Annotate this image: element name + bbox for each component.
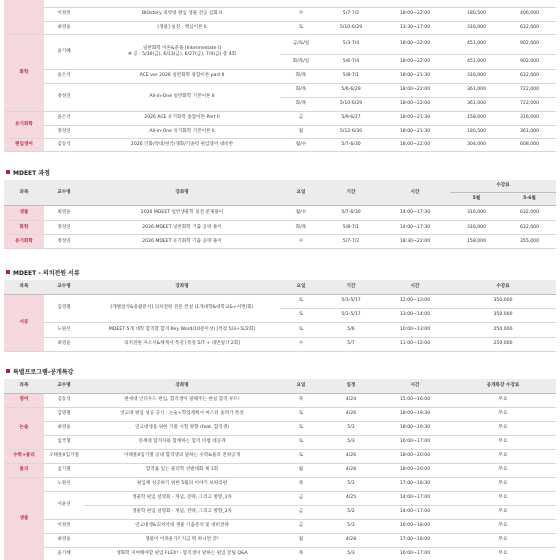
table-row: 윤기혜 생화학 지여해야할 편입 FLEX! - 합격생이 말하는 편입 꿀팁 Q&A 목 5/3 16:00~17:00 무료 bbox=[4, 547, 556, 560]
table-row: 수학+물리 오태훈X임기철 이태훈X임기철 공대 합격생의 말하는 수학&물리 전략공개 토 4/26 18:00~20:00 무료 bbox=[4, 449, 556, 463]
table-row: 노원선 MDEET 5개 대학 합격할 합격 Key Word(10분이상) [특강 5/3+토/2회] 토 5/6 10:00~13:00 250,000 bbox=[4, 322, 556, 337]
table-row: 화/목 5/10-6/29 18:00~22:00 361,000 722,000 bbox=[4, 97, 556, 111]
table-row: 최영윤 생물이 어려운가? 지금 뭐 하니면 끝! 월 4/28 17:00~18:00 무료 bbox=[4, 533, 556, 547]
subject-cell bbox=[4, 0, 44, 34]
table-row: 물리 임기철 합격률 있는 물리학 선발대화 제 1회 월 4/28 18:00~20:00 무료 bbox=[4, 463, 556, 477]
section-title: 특별프로그램-공개특강 bbox=[6, 363, 556, 379]
bullet-square-icon bbox=[6, 170, 10, 174]
table-row: 서류 김영철 [개별첨삭&총괄분석] 의치전원 전문 컨설 (1개대학&대학교&+서면/회) 토 5/3-5/17 12:00~13:00 350,000 bbox=[4, 294, 556, 308]
section-title: MDEET - 의치전원 서류 bbox=[6, 264, 556, 280]
table-row: 토 5/3-5/17 13:00~14:00 350,000 bbox=[4, 308, 556, 322]
table-row: 윤은석 ACE ver 2026 일반화학 종합이론 part II 화/목 5/8-7/1 18:00~21:30 316,000 632,000 bbox=[4, 69, 556, 83]
table-row: 유기화학 윤은석 2026 ACE 유기화학 종합이론 Part II 금 5/9-6/27 18:00~21:30 158,000 316,000 bbox=[4, 111, 556, 125]
bullet-square-icon bbox=[6, 270, 10, 274]
table-header-row: 과목 교수명 강좌명 요일 기간 시간 수강료 bbox=[4, 280, 556, 294]
table-header-row: 과목 교수명 강좌명 요일 기간 시간 수강료 bbox=[4, 180, 556, 193]
mdeet-section bbox=[0, 164, 556, 249]
table-row: 생물 최영윤 2026 MDEET 일반생물학 실전 문제풀이 월/수 5/7-6/30 14:00~17:30 316,000 632,000 bbox=[4, 206, 556, 221]
top-table-block bbox=[0, 0, 556, 152]
table-row: 정성연 All-in-One 유기화학 기본이론 II 월 5/12-6/30 18:00~21:30 180,500 361,000 bbox=[4, 125, 556, 138]
table-row: 생물 노원선 편입체 성공하기 위한 5월의 이야기 보따리편 목 5/3 17:00~18:30 무료 bbox=[4, 477, 556, 491]
mdeet-table bbox=[4, 180, 556, 249]
table-row: 화학 윤기혜 일반화학 이론&문풀 [Intermediate I] ※ 공 : 5/30(금), 6/13(금), 6/27(금), 7/4(금) 총 4회 금/토/일 5/3-7/4 18:00~22:00 451,000 902,000 bbox=[4, 34, 556, 54]
documents-table bbox=[4, 280, 556, 352]
table-row: 서윤선 생물학 편입 설명회 - 개념, 전략, 그리고 방향_1차 금 4/25 14:00~17:00 무료 bbox=[4, 491, 556, 505]
table-row bbox=[4, 0, 556, 7]
top-course-table bbox=[4, 0, 556, 152]
table-header-row: 5월 5-6월 bbox=[4, 193, 556, 206]
subject-cell: 유기화학 bbox=[4, 111, 44, 138]
special-program-section bbox=[0, 363, 556, 560]
table-row: 생물학 편입 설명회 - 개념, 전략, 그리고 방향_2차 금 5/2 14:00~17:00 무료 bbox=[4, 505, 556, 519]
table-row: 최영윤 [생물] 실전 - 핵심이론 II 토 5/10-6/29 13:30~17:00 316,000 632,000 bbox=[4, 21, 556, 34]
table-row: 유기화학 정성연 2026 MDEET 유기화학 기출 공략 풀이 수 5/7-7/2 18:30~22:00 158,000 355,000 bbox=[4, 235, 556, 249]
table-row: 임국형 연세대 합격자와 함께하는 합격 비법 대공개 토 5/3 16:00~17:00 무료 bbox=[4, 435, 556, 449]
table-row: 편입영어 김동석 2026 인화/약대/천국/생화/기졸력 편입영어 대비반 월/수 5/7-6/30 18:00~22:00 304,000 608,000 bbox=[4, 138, 556, 151]
table-row: 최영윤 연고대생을 위한 기말 시험 방향 (feat. 합격생) 토 5/3 18:00~19:30 무료 bbox=[4, 421, 556, 435]
special-program-table bbox=[4, 379, 556, 560]
table-row: 이정빈 BIOstory 의약대 편입 생물 전공 심화 II 수 5/7-7/2 18:00~22:00 180,500 406,000 bbox=[4, 7, 556, 21]
table-row: 논술 김명철 연고대 편입 성공 공식 : 논술+학업계획서 마스터 올려가 특강 토 4/26 18:00~19:30 무료 bbox=[4, 407, 556, 421]
bullet-square-icon bbox=[6, 369, 10, 373]
table-row: 영어 김동석 편세대 인더우드 편입, 합격생이 말해주는 현실 합격 루트! 목 4/24 15:00~16:00 무료 bbox=[4, 393, 556, 407]
subject-cell: 화학 bbox=[4, 34, 44, 111]
section-title: MDEET 과정 bbox=[6, 164, 556, 180]
table-header-row: 과목 교수명 강좌명 요일 일정 시간 공개특강 수강료 bbox=[4, 379, 556, 393]
table-row: 최영윤 의치전원 자소서&체계서 특강 [특강 5/7 + 대면첨삭 2회] 수 5/7 11:00~12:00 250,000 bbox=[4, 337, 556, 351]
subject-cell: 편입영어 bbox=[4, 138, 44, 151]
table-row: 화/목/일 5/6-7/4 18:00~22:00 451,000 902,000 bbox=[4, 54, 556, 69]
table-row: 이정빈 연고대생&의치약대 생물 기출분석 및 대비전략 금 5/3 16:00~18:00 무료 bbox=[4, 519, 556, 533]
table-row: 정성연 All-in-One 일반화학 기본이론 II 화/목 5/6-6/29 18:00~22:00 361,000 722,000 bbox=[4, 83, 556, 97]
documents-section bbox=[0, 264, 556, 352]
table-row: 화학 정성연 2026 MDEET 일반화학 기출 공략 풀이 화/목 5/8-7/1 14:00~17:30 316,000 632,000 bbox=[4, 221, 556, 235]
